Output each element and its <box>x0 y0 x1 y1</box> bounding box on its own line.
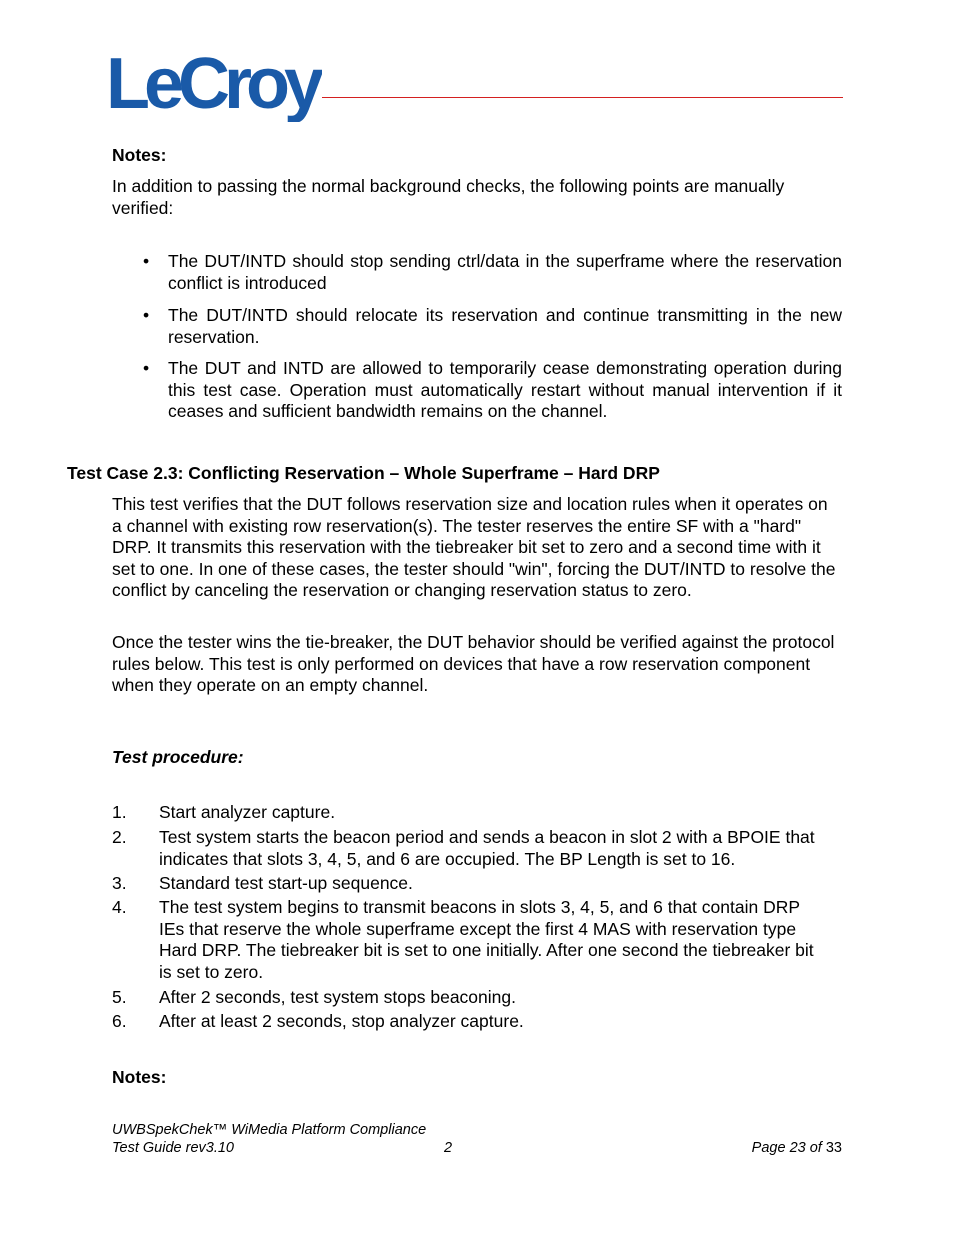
step-text: Test system starts the beacon period and sends a beacon in slot 2 with a BPOIE that indicates that slots 3, 4, 5, and 6 are occupied. The BP Length is set to 16. <box>159 827 815 869</box>
step-number: 5. <box>112 987 127 1007</box>
bullet-marker: • <box>143 358 150 378</box>
notes-heading: Notes: <box>112 145 167 165</box>
page-total: 33 <box>825 1140 842 1156</box>
test-case-title: Test Case 2.3: Conflicting Reservation – Whole Superframe – Hard DRP <box>67 463 660 483</box>
notes-heading: Notes: <box>112 1067 167 1087</box>
page-label: Page 23 of <box>751 1140 822 1156</box>
step-text: After at least 2 seconds, stop analyzer capture. <box>159 1011 524 1031</box>
step-number: 1. <box>112 802 127 822</box>
step-number: 6. <box>112 1011 127 1031</box>
notes-intro: In addition to passing the normal background checks, the following points are manually verified: <box>112 176 785 218</box>
test-case-paragraph: This test verifies that the DUT follows reservation size and location rules when it operates on a channel with existing row reservation(s). The tester reserves the entire SF with a "hard" DRP. It transmits this reservation with the tiebreaker bit set to zero and a second time with it set to one. In one of these cases, the tester should "win", forcing the DUT/INTD to resolve the conflict by canceling the reservation or changing reservation status to zero. <box>112 494 836 600</box>
header-rule <box>322 97 843 98</box>
footer-title: UWBSpekChek™ WiMedia Platform Compliance <box>112 1122 427 1138</box>
footer-center-number: 2 <box>444 1140 453 1156</box>
footer-page-number <box>600 1139 842 1157</box>
step-text: Standard test start-up sequence. <box>159 873 413 893</box>
test-case-paragraph: Once the tester wins the tie-breaker, the DUT behavior should be verified against the protocol rules below. This test is only performed on devices that have a row reservation component when they operate on an empty channel. <box>112 632 835 695</box>
logo-text: LeCroy <box>106 48 319 122</box>
bullet-item: The DUT/INTD should stop sending ctrl/data in the superframe where the reservation conflict is introduced <box>168 251 842 293</box>
lecroy-logo <box>106 48 322 122</box>
step-number: 2. <box>112 827 127 847</box>
bullet-item: The DUT and INTD are allowed to temporarily cease demonstrating operation during this test case. Operation must automatically restart without manual intervention if it ceases and sufficient bandwidth remains on the channel. <box>168 358 842 421</box>
bullet-marker: • <box>143 305 150 325</box>
bullet-item: The DUT/INTD should relocate its reservation and continue transmitting in the new reservation. <box>168 305 842 347</box>
bullet-marker: • <box>143 251 150 271</box>
footer-revision: Test Guide rev3.10 <box>112 1140 234 1156</box>
step-text: After 2 seconds, test system stops beaconing. <box>159 987 516 1007</box>
procedure-heading: Test procedure: <box>112 747 244 767</box>
step-text: The test system begins to transmit beacons in slots 3, 4, 5, and 6 that contain DRP IEs that reserve the whole superframe except the first 4 MAS with reservation type Hard DRP. The tiebreaker bit is set to one initially. After one second the tiebreaker bit is set to zero. <box>159 897 814 982</box>
step-number: 4. <box>112 897 127 917</box>
step-text: Start analyzer capture. <box>159 802 336 822</box>
step-number: 3. <box>112 873 127 893</box>
